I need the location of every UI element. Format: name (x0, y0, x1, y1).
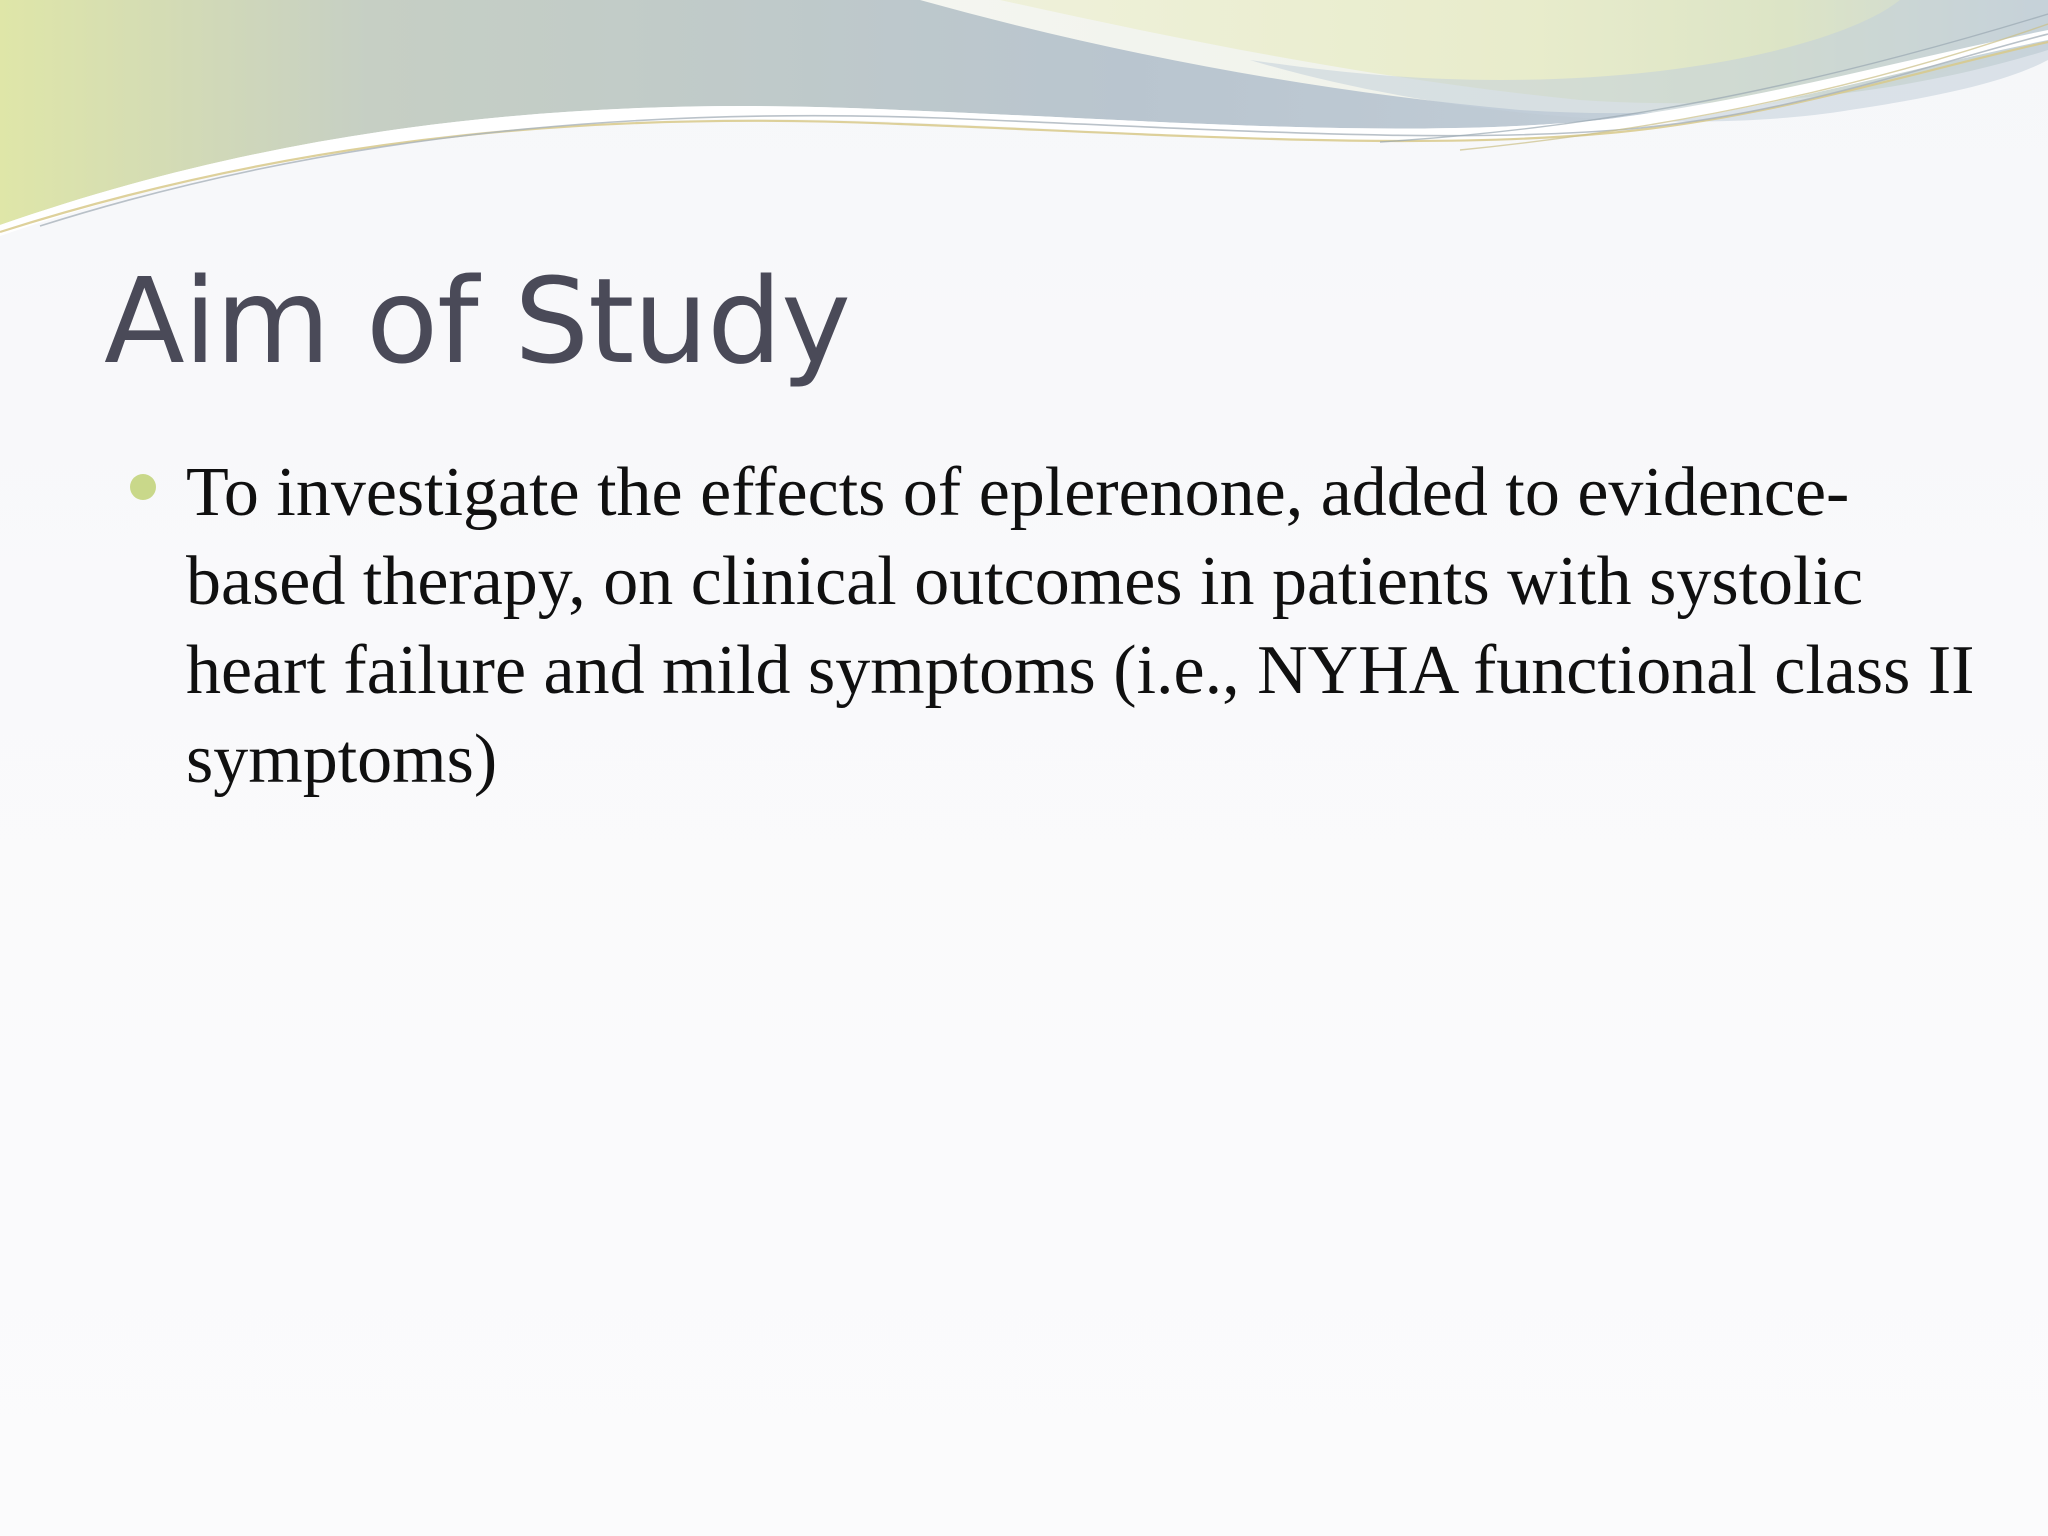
bullet-list (130, 448, 1990, 804)
bullet-item (130, 448, 1990, 804)
bullet-text: To investigate the effects of eplerenone, added to evidence-based therapy, on clinical outcomes in patients with systolic heart failure and mild symptoms (i.e., NYHA functional class II symptoms) (186, 454, 1975, 798)
slide-title: Aim of Study (104, 252, 850, 390)
bullet-dot-icon (130, 474, 156, 500)
header-wave-decoration (0, 0, 2048, 240)
